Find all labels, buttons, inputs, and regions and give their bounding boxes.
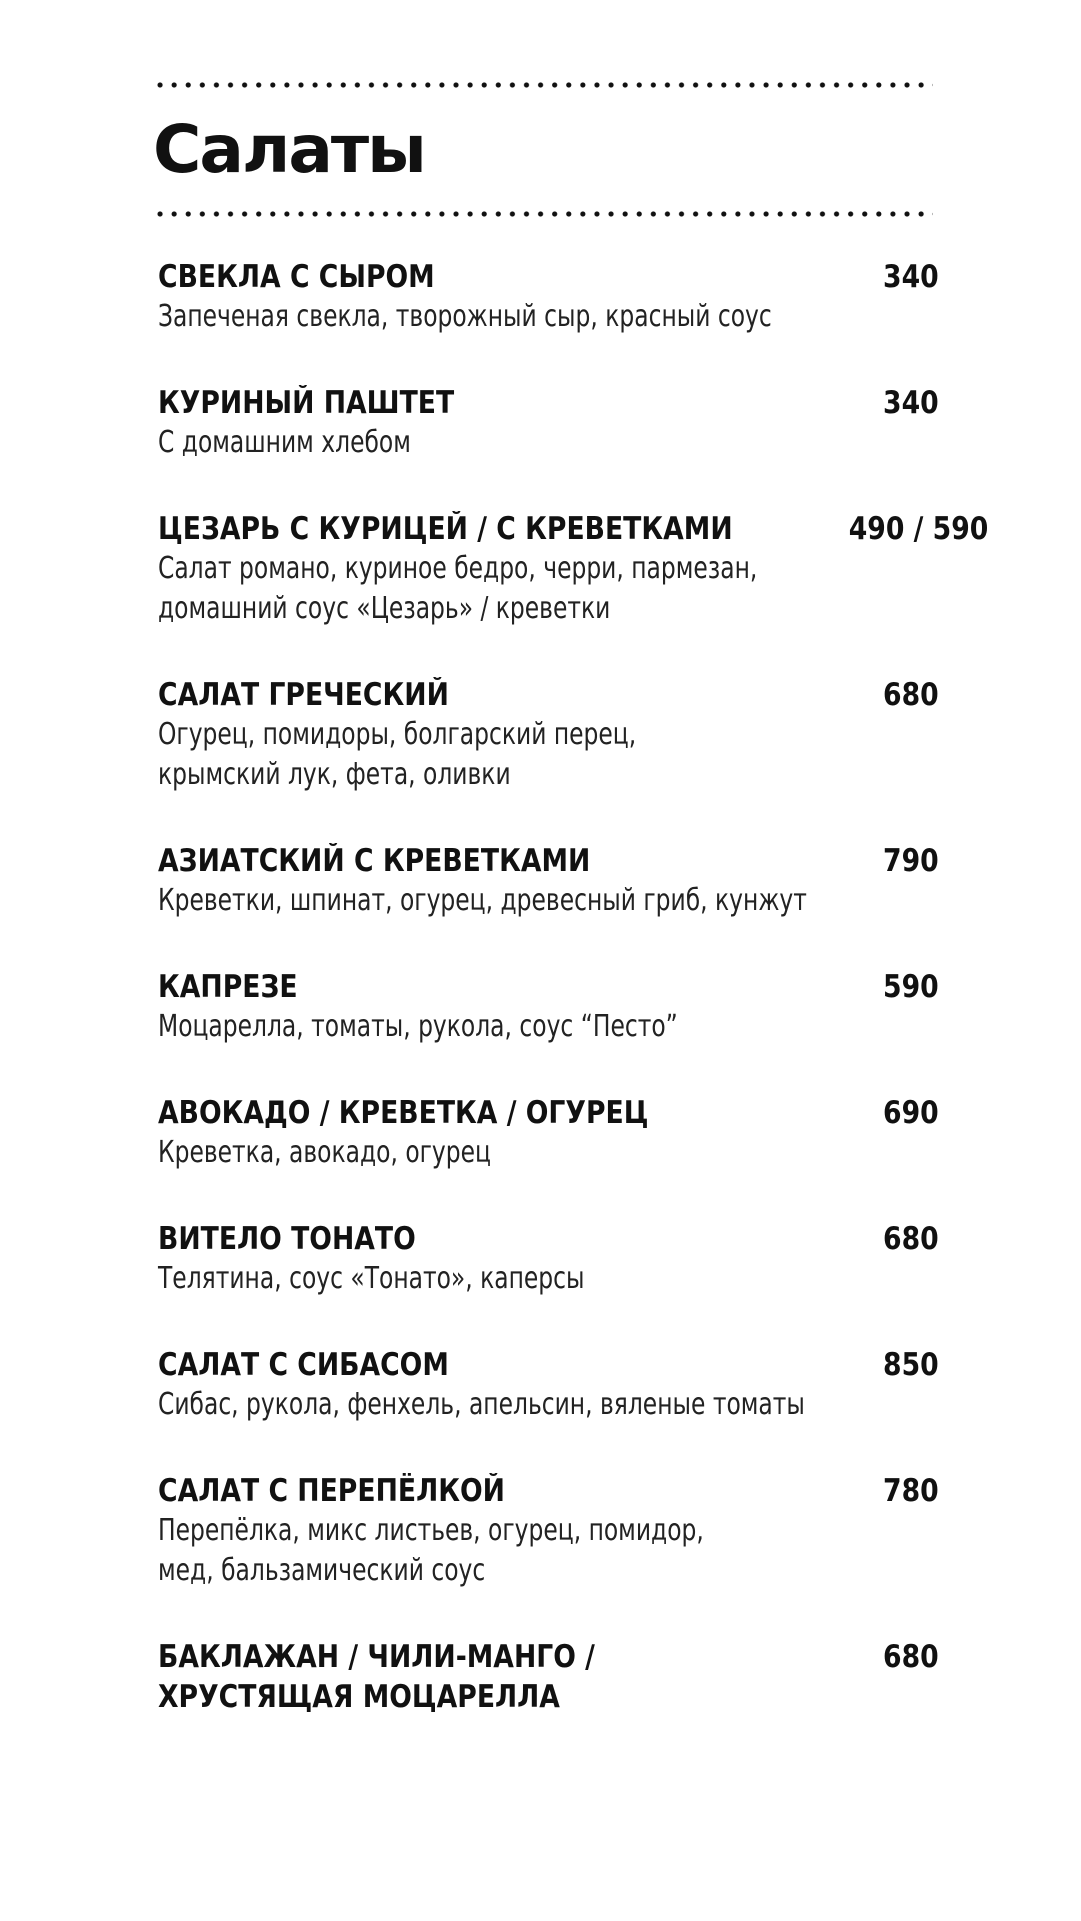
menu-item-description-line: Салат романо, куриное бедро, черри, пармезан, <box>158 551 758 586</box>
menu-item-header <box>158 1345 939 1385</box>
menu-item-description-line: домашний соус «Цезарь» / креветки <box>158 591 611 626</box>
dotted-divider-top <box>153 82 933 88</box>
menu-item-description <box>158 423 922 463</box>
menu-item-description-line: Огурец, помидоры, болгарский перец, <box>158 717 637 752</box>
menu-item-name-line: САЛАТ С СИБАСОМ <box>158 1347 449 1383</box>
menu-item-name-line: АВОКАДО / КРЕВЕТКА / ОГУРЕЦ <box>158 1095 649 1131</box>
menu-item-price: 680 <box>883 1221 939 1257</box>
menu-item-price: 850 <box>883 1347 939 1383</box>
menu-item-name <box>158 509 733 549</box>
menu-item <box>158 675 939 795</box>
menu-item-name-line: КУРИНЫЙ ПАШТЕТ <box>158 385 455 421</box>
menu-item-header <box>158 1219 939 1259</box>
menu-item-header <box>158 841 939 881</box>
dotted-divider-bottom <box>153 211 933 217</box>
menu-item-price: 680 <box>883 1639 939 1675</box>
menu-item-name-line: ЦЕЗАРЬ С КУРИЦЕЙ / С КРЕВЕТКАМИ <box>158 511 733 547</box>
menu-item-header <box>158 257 939 297</box>
menu-item-header <box>158 509 989 549</box>
menu-item-description <box>158 715 922 795</box>
menu-item <box>158 509 989 629</box>
menu-item-description <box>158 297 922 337</box>
menu-item-name-line: СВЕКЛА С СЫРОМ <box>158 259 435 295</box>
menu-item-price: 340 <box>883 259 939 295</box>
menu-item-price: 790 <box>883 843 939 879</box>
menu-item <box>158 383 939 463</box>
menu-item-price: 490 / 590 <box>848 511 989 547</box>
menu-item-description <box>158 1133 922 1173</box>
menu-item-name <box>158 1093 648 1133</box>
menu-item-header <box>158 1637 939 1717</box>
menu-item-name-line: КАПРЕЗЕ <box>158 969 298 1005</box>
menu-item-price: 780 <box>883 1473 939 1509</box>
menu-item <box>158 1471 939 1591</box>
menu-item-description <box>158 549 922 629</box>
menu-item-description-line: мед, бальзамический соус <box>158 1553 486 1588</box>
menu-item-price: 340 <box>883 385 939 421</box>
menu-item <box>158 1637 939 1717</box>
menu-item-price: 690 <box>883 1095 939 1131</box>
menu-item-header <box>158 1093 939 1133</box>
menu-item-description <box>158 1511 922 1591</box>
menu-item-description <box>158 1007 922 1047</box>
menu-item-name <box>158 1219 416 1259</box>
menu-item-name <box>158 841 590 881</box>
menu-item-name <box>158 383 454 423</box>
menu-item-price: 590 <box>883 969 939 1005</box>
menu-item <box>158 1219 939 1299</box>
menu-item-name-line: ХРУСТЯЩАЯ МОЦАРЕЛЛА <box>158 1679 560 1715</box>
menu-item-description-line: Сибас, рукола, фенхель, апельсин, вяленые томаты <box>158 1387 805 1422</box>
menu-item-description-line: Запеченая свекла, творожный сыр, красный соус <box>158 299 772 334</box>
menu-item-description <box>158 1385 922 1425</box>
menu-item-name <box>158 967 298 1007</box>
menu-item-name-line: АЗИАТСКИЙ С КРЕВЕТКАМИ <box>158 843 591 879</box>
menu-item-name <box>158 675 449 715</box>
section-title: Салаты <box>153 111 425 188</box>
menu-item-description-line: Телятина, соус «Тонато», каперсы <box>158 1261 585 1296</box>
menu-item-name <box>158 1637 595 1717</box>
menu-item <box>158 1345 939 1425</box>
menu-item-description-line: Моцарелла, томаты, рукола, соус “Песто” <box>158 1009 678 1044</box>
menu-item-description-line: Перепёлка, микс листьев, огурец, помидор, <box>158 1513 704 1548</box>
menu-item-name <box>158 1471 505 1511</box>
menu-item-name-line: БАКЛАЖАН / ЧИЛИ-МАНГО / <box>158 1639 595 1675</box>
menu-item-header <box>158 967 939 1007</box>
menu-item-price: 680 <box>883 677 939 713</box>
menu-item <box>158 1093 939 1173</box>
menu-item-header <box>158 383 939 423</box>
menu-item-name-line: ВИТЕЛО ТОНАТО <box>158 1221 416 1257</box>
menu-item-description-line: С домашним хлебом <box>158 425 411 460</box>
menu-item-description <box>158 1259 922 1299</box>
menu-item-description-line: крымский лук, фета, оливки <box>158 757 511 792</box>
menu-item-description <box>158 881 922 921</box>
menu-item-description-line: Креветка, авокадо, огурец <box>158 1135 491 1170</box>
menu-item-name-line: САЛАТ С ПЕРЕПЁЛКОЙ <box>158 1473 505 1509</box>
menu-item-header <box>158 1471 939 1511</box>
menu-item-name-line: САЛАТ ГРЕЧЕСКИЙ <box>158 677 449 713</box>
menu-item <box>158 257 939 337</box>
menu-item-name <box>158 257 435 297</box>
menu-item <box>158 841 939 921</box>
menu-items-list <box>158 257 989 1763</box>
menu-item <box>158 967 939 1047</box>
menu-item-name <box>158 1345 449 1385</box>
menu-item-description-line: Креветки, шпинат, огурец, древесный гриб, кунжут <box>158 883 807 918</box>
menu-item-header <box>158 675 939 715</box>
